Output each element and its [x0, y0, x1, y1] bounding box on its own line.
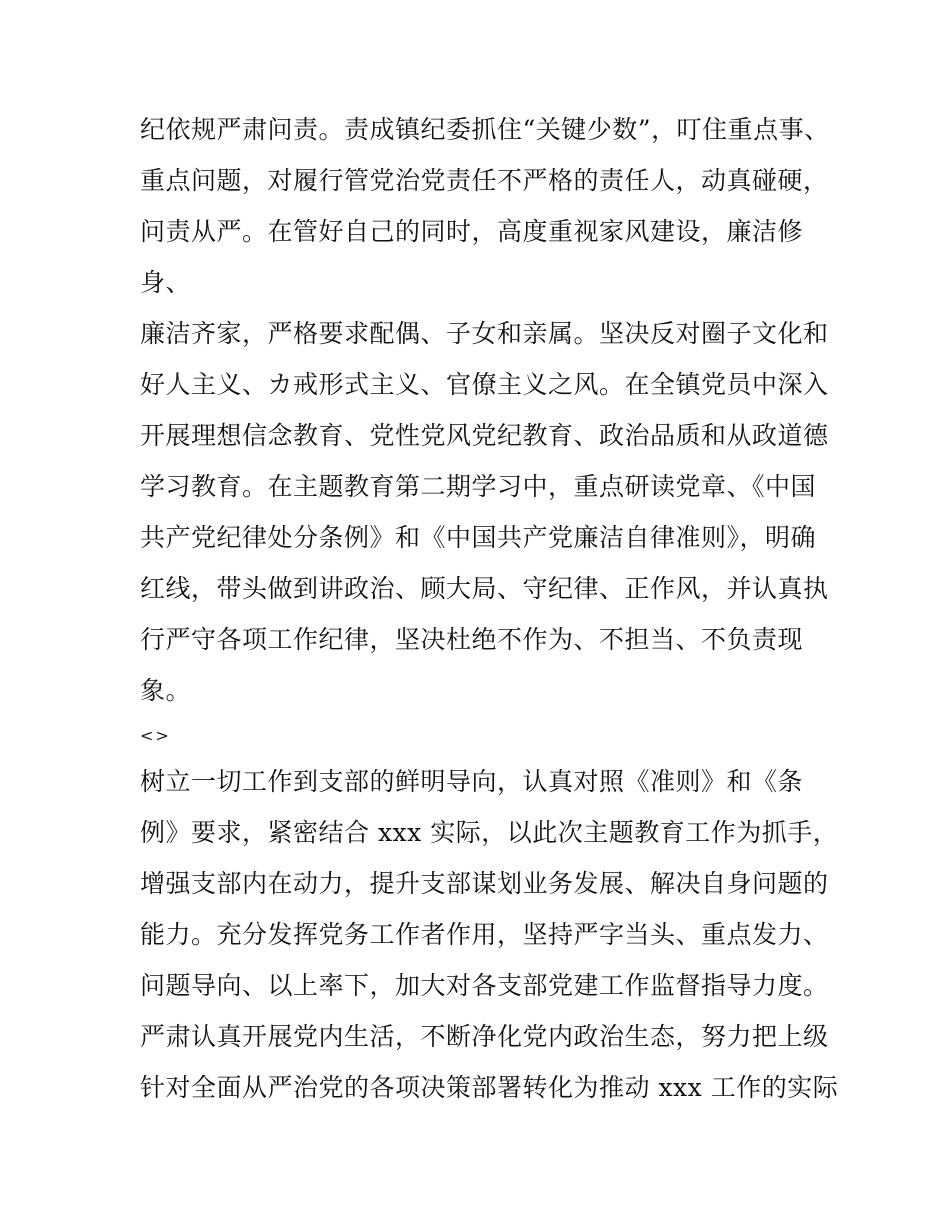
text-line: 纪依规严肃问责。责成镇纪委抓住“关键少数”，叮住重点事、 [140, 115, 830, 144]
section-marker: <> [140, 726, 171, 745]
text-line: 增强支部内在动力，提升支部谋划业务发展、解决自身问题的 [140, 869, 829, 898]
text-line: 问题导向、以上率下，加大对各支部党建工作监督指导力度。 [140, 971, 829, 1000]
text-line: 象。 [140, 676, 192, 705]
text-line: 重点问题，对履行管党治党责任不严格的责任人，动真碰硬， [140, 166, 829, 195]
text-line: 能力。充分发挥党务工作者作用，坚持严字当头、重点发力、 [140, 920, 829, 949]
text-line: 好人主义、カ戒形式主义、官僚主义之风。在全镇党员中深入 [140, 370, 829, 399]
text-line: 问责从严。在管好自己的同时，高度重视家风建设，廉洁修 [140, 217, 804, 246]
text-line: 行严守各项工作纪律，坚决杜绝不作为、不担当、不负责现 [140, 625, 804, 654]
text-line: 严肃认真开展党内生活，不断净化党内政治生态，努力把上级 [140, 1022, 829, 1051]
text-line: 开展理想信念教育、党性党风党纪教育、政治品质和从政道德 [140, 421, 829, 450]
text-line: 红线，带头做到讲政治、顾大局、守纪律、正作风，并认真执 [140, 574, 829, 603]
text-line: 针对全面从严治党的各项决策部署转化为推动 xxx 工作的实际 [140, 1073, 839, 1102]
text-line: 例》要求，紧密结合 xxx 实际，以此次主题教育工作为抓手， [140, 818, 839, 847]
text-line: 树立一切工作到支部的鲜明导向，认真对照《准则》和《条 [140, 767, 804, 796]
text-line: 廉洁齐家，严格要求配偶、子女和亲属。坚决反对圈子文化和 [140, 319, 829, 348]
body-text [140, 104, 839, 1113]
text-line: 学习教育。在主题教育第二期学习中，重点研读党章、《中国 [140, 472, 817, 501]
text-line: 共产党纪律处分条例》和《中国共产党廉洁自律准则》，明确 [140, 523, 817, 552]
text-line: 身、 [140, 268, 192, 297]
